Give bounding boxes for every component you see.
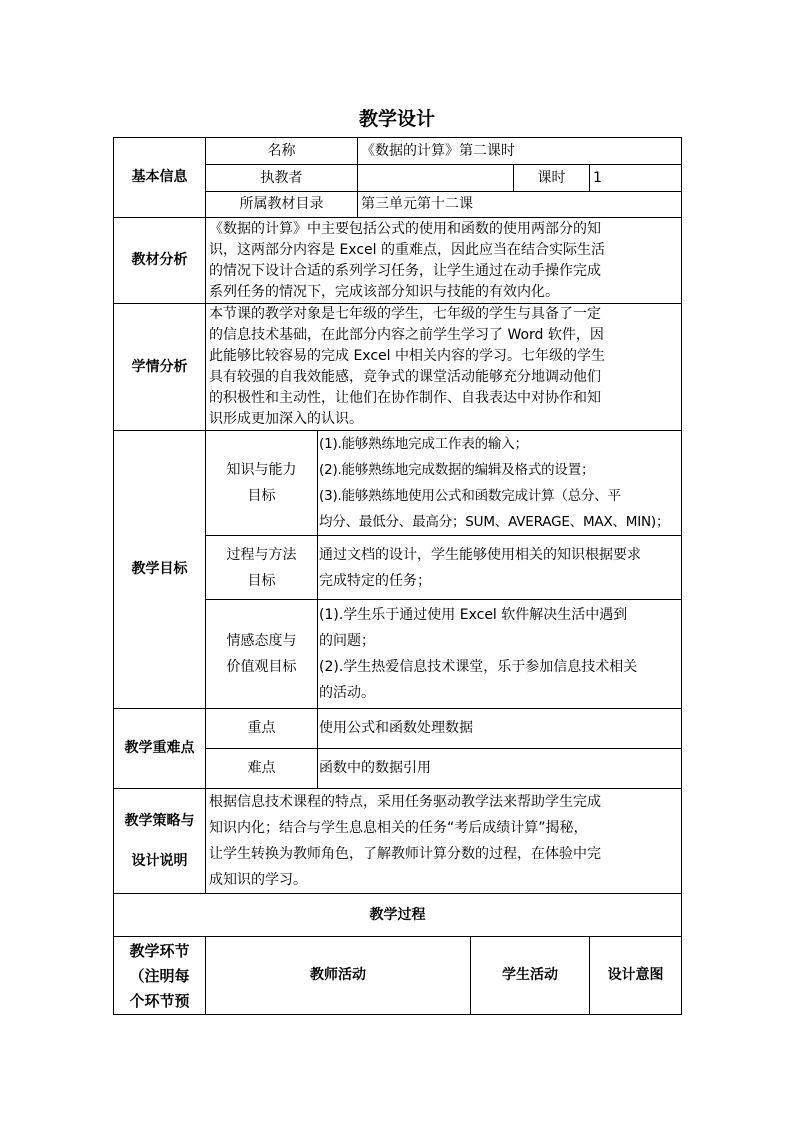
text-line: 的情况下设计合适的系列学习任务，让学生通过在动手操作完成 [209,262,601,279]
teacher-value [358,165,514,192]
catalog-value: 第三单元第十二课 [358,192,682,218]
name-label: 名称 [206,138,358,165]
difficult-point-value: 函数中的数据引用 [318,749,682,789]
teaching-process-header: 教学过程 [114,894,682,937]
goal-line: (3).能够熟练地使用公式和函数完成计算（总分、平 [319,488,621,504]
label-line: 过程与方法 [226,546,297,563]
goal-line: 的活动。 [319,685,375,701]
student-analysis-header: 学情分析 [114,304,206,431]
text-line: 系列任务的情况下，完成该部分知识与技能的有效内化。 [209,283,559,300]
key-points-header: 教学重难点 [114,709,206,789]
header-line: 个环节预 [129,992,190,1010]
text-line: 的信息技术基础，在此部分内容之前学生学习了 Word 软件，因 [209,327,604,343]
label-line: 目标 [247,488,276,504]
catalog-label: 所属教材目录 [206,192,358,218]
text-line: 《数据的计算》中主要包括公式的使用和函数的使用两部分的知 [209,220,601,237]
text-line: 让学生转换为教师角色，了解教师计算分数的过程，在体验中完 [209,846,601,862]
goal-line: 完成特定的任务； [319,572,431,589]
header-line: 教学策略与 [124,813,195,829]
label-line: 知识与能力 [226,462,297,478]
page-title: 教学设计 [358,108,435,130]
label-line: 价值观目标 [226,659,297,675]
student-activity-column-header: 学生活动 [471,937,590,1015]
label-line: 情感态度与 [226,633,297,649]
label-line: 目标 [247,572,276,589]
objectives-header: 教学目标 [114,431,206,709]
teacher-activity-column-header: 教师活动 [206,937,471,1015]
goal-line: 均分、最低分、最高分；SUM、AVERAGE、MAX、MIN)； [319,514,670,530]
header-line: 设计说明 [131,853,188,869]
knowledge-goal-label [206,431,318,536]
goal-line: (1).能够熟练地完成工作表的输入； [319,436,528,452]
goal-line: (2).能够熟练地完成数据的编辑及格式的设置； [319,462,595,478]
text-line: 根据信息技术课程的特点，采用任务驱动教学法来帮助学生完成 [209,794,601,810]
key-point-value: 使用公式和函数处理数据 [318,709,682,749]
process-goal-label [206,536,318,600]
goal-line: (2).学生热爱信息技术课堂，乐于参加信息技术相关 [319,659,638,675]
difficult-point-label: 难点 [206,749,318,789]
strategy-header [114,789,206,894]
textbook-analysis-text [206,218,682,304]
hours-value: 1 [590,165,682,192]
goal-line: 的问题； [319,633,375,649]
stage-column-header [114,937,206,1015]
text-line: 具有较强的自我效能感，竞争式的课堂活动能够充分地调动他们 [209,369,601,385]
text-line: 的积极性和主动性，让他们在协作制作、自我表达中对协作和知 [209,390,601,406]
strategy-text [206,789,682,894]
name-value: 《数据的计算》第二课时 [358,138,682,165]
text-line: 成知识的学习。 [209,872,307,888]
emotion-goal-text [318,600,682,709]
text-line: 识，这两部分内容是 Excel 的重难点，因此应当在结合实际生活 [209,241,605,258]
goal-line: (1).学生乐于通过使用 Excel 软件解决生活中遇到 [319,607,628,623]
text-line: 本节课的教学对象是七年级的学生，七年级的学生与具备了一定 [209,306,601,322]
header-line: （注明每 [129,967,190,985]
lesson-design-table [113,137,682,1015]
text-line: 识形成更加深入的认识。 [209,411,363,427]
text-line: 知识内化；结合与学生息息相关的任务“考后成绩计算”揭秘， [209,820,588,836]
key-point-label: 重点 [206,709,318,749]
emotion-goal-label [206,600,318,709]
goal-line: 通过文档的设计，学生能够使用相关的知识根据要求 [319,546,641,563]
process-goal-text [318,536,682,600]
hours-label: 课时 [514,165,590,192]
basic-info-header: 基本信息 [114,138,206,218]
textbook-analysis-header: 教材分析 [114,218,206,304]
design-intent-column-header: 设计意图 [590,937,682,1015]
header-line: 教学环节 [129,942,190,960]
student-analysis-text [206,304,682,431]
teacher-label: 执教者 [206,165,358,192]
text-line: 此能够比较容易的完成 Excel 中相关内容的学习。七年级的学生 [209,348,605,364]
knowledge-goal-text [318,431,682,536]
